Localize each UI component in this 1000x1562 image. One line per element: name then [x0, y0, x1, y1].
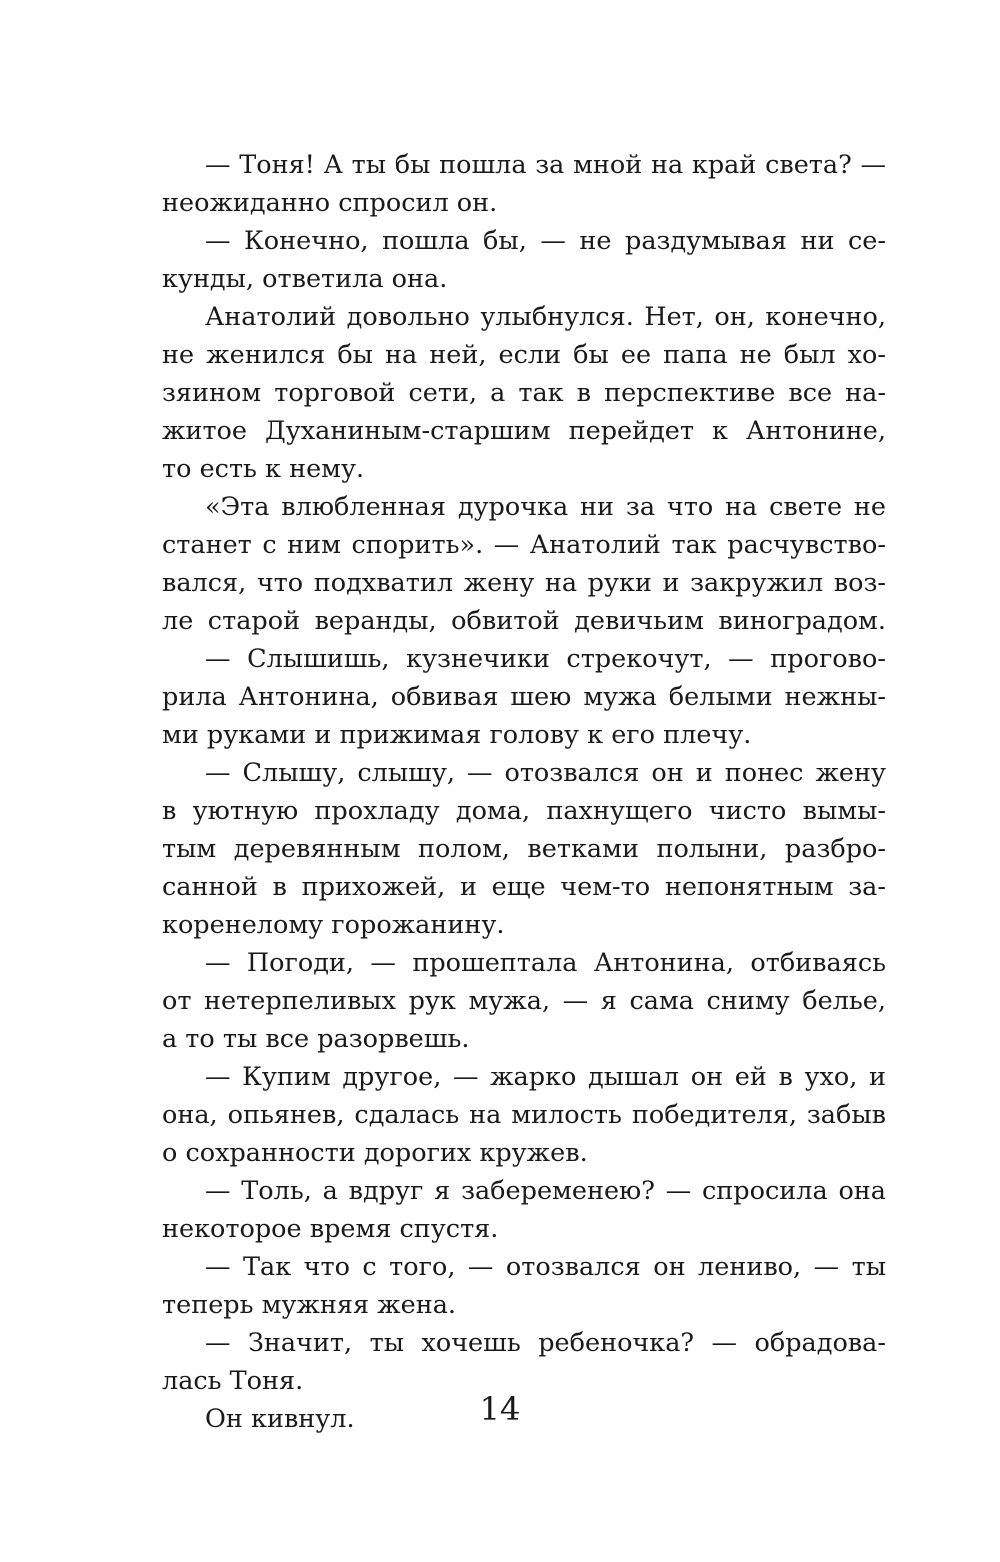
page-number: 14: [479, 1390, 521, 1428]
text-line: зяином торговой сети, а так в перспективе все на-: [162, 378, 886, 408]
text-line: в уютную прохладу дома, пахнущего чисто вымы-: [162, 796, 886, 826]
text-line: лась Тоня.: [162, 1366, 304, 1396]
text-line: ми руками и прижимая голову к его плечу.: [162, 720, 752, 750]
text-line: — Значит, ты хочешь ребеночка? — обрадова-: [205, 1328, 886, 1358]
text-line: — Так что с того, — отозвался он лениво, — ты: [205, 1252, 886, 1282]
text-line: житое Духаниным-старшим перейдет к Антонине,: [162, 416, 886, 446]
text-line: тым деревянным полом, ветками полыни, разбро-: [162, 834, 886, 864]
text-line: — Погоди, — прошептала Антонина, отбиваясь: [205, 948, 886, 978]
page-body-text: [162, 146, 886, 1438]
text-line: — Толь, а вдруг я забеременею? — спросила она: [205, 1176, 886, 1206]
text-line: — Конечно, пошла бы, — не раздумывая ни се-: [205, 226, 886, 256]
text-line: неожиданно спросил он.: [162, 188, 498, 218]
text-line: кунды, ответила она.: [162, 264, 448, 294]
text-line: не женился бы на ней, если бы ее папа не был хо-: [162, 340, 886, 370]
text-line: от нетерпеливых рук мужа, — я сама сниму белье,: [162, 986, 886, 1016]
text-line: вался, что подхватил жену на руки и закружил воз-: [162, 568, 886, 598]
text-line: то есть к нему.: [162, 454, 365, 484]
text-line: теперь мужняя жена.: [162, 1290, 457, 1320]
text-line: рила Антонина, обвивая шею мужа белыми нежны-: [162, 682, 886, 712]
text-line: станет с ним спорить». — Анатолий так расчувство-: [162, 530, 886, 560]
text-line: Анатолий довольно улыбнулся. Нет, он, конечно,: [205, 302, 886, 332]
text-line: — Слышу, слышу, — отозвался он и понес жену: [205, 758, 886, 788]
text-line: коренелому горожанину.: [162, 910, 505, 940]
text-line: санной в прихожей, и еще чем-то непонятным за-: [162, 872, 886, 902]
text-line: некоторое время спустя.: [162, 1214, 499, 1244]
text-line: Он кивнул.: [205, 1404, 355, 1434]
text-line: — Тоня! А ты бы пошла за мной на край света? —: [205, 150, 886, 180]
text-line: — Купим другое, — жарко дышал он ей в ухо, и: [205, 1062, 886, 1092]
text-line: она, опьянев, сдалась на милость победителя, забыв: [162, 1100, 886, 1130]
text-line: — Слышишь, кузнечики стрекочут, — прогово-: [205, 644, 886, 674]
text-line: ле старой веранды, обвитой девичьим виноградом.: [162, 606, 886, 636]
text-line: а то ты все разорвешь.: [162, 1024, 470, 1054]
text-line: о сохранности дорогих кружев.: [162, 1138, 588, 1168]
text-line: «Эта влюбленная дурочка ни за что на свете не: [205, 492, 886, 522]
